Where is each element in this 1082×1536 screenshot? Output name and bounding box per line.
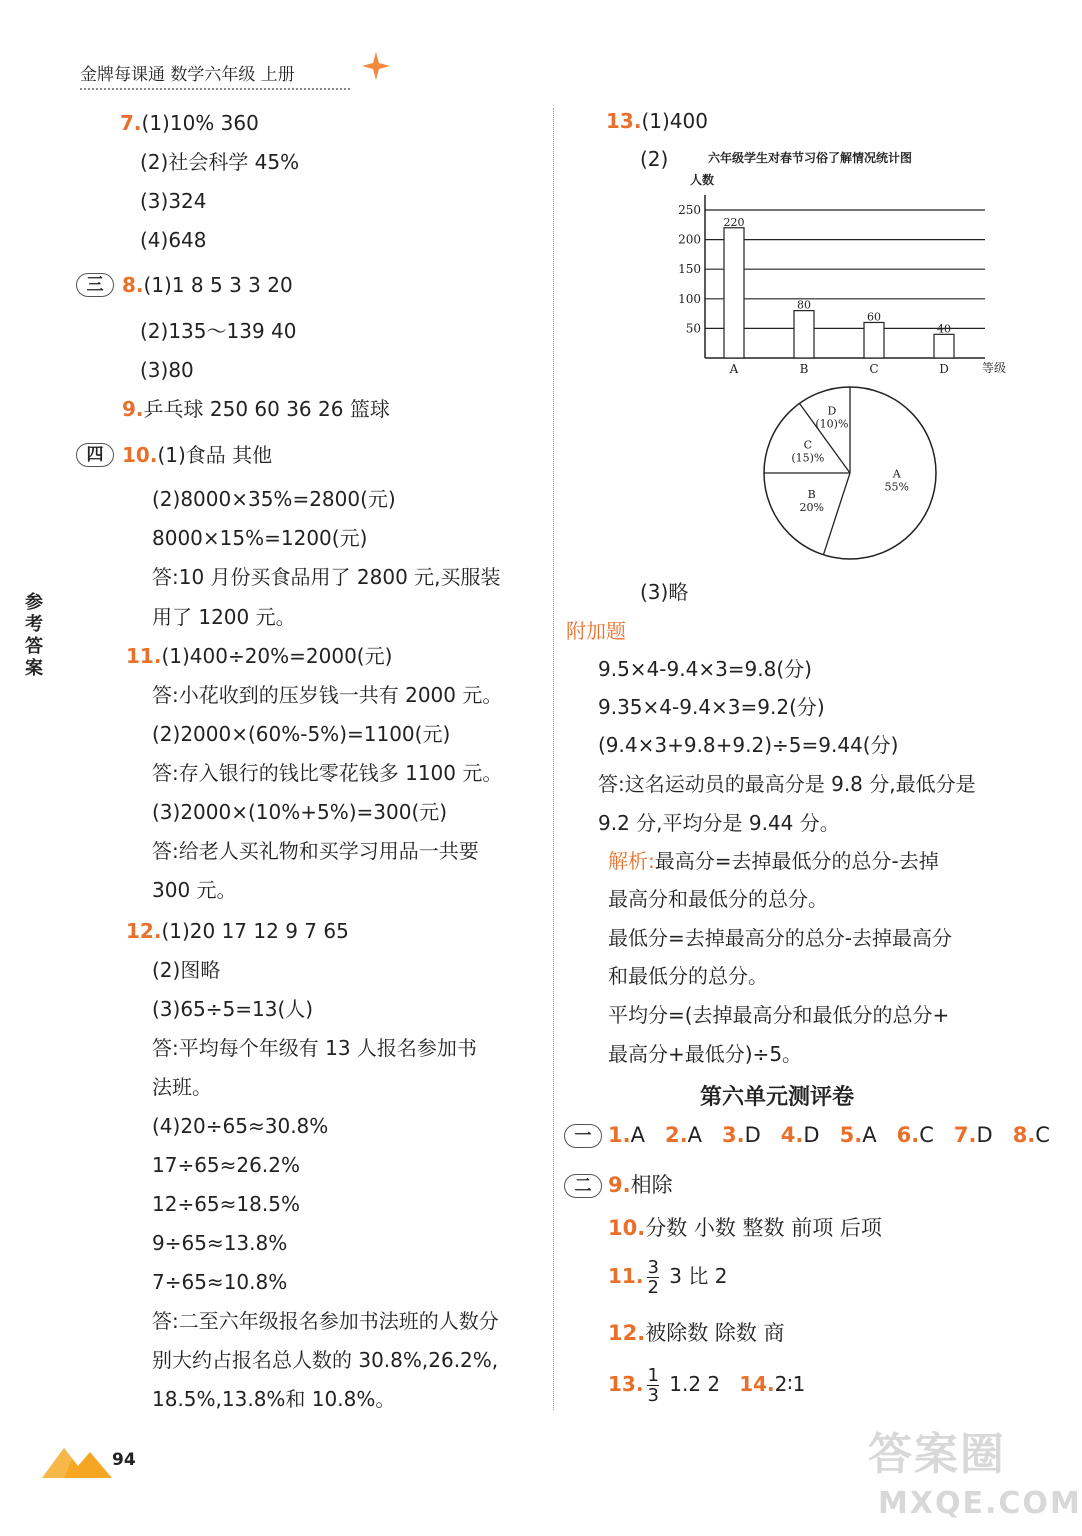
pie-chart xyxy=(755,385,945,565)
extra-line-4: 答:这名运动员的最高分是 9.8 分,最低分是 xyxy=(598,772,976,796)
q12-line-6: (4)20÷65≈30.8% xyxy=(152,1114,329,1138)
bar-value-label: 80 xyxy=(797,298,811,312)
r-q12: 12.被除数 除数 商 xyxy=(608,1321,785,1345)
bar-value-label: 60 xyxy=(867,310,881,324)
page-number: 94 xyxy=(112,1450,136,1470)
bar-value-label: 40 xyxy=(937,322,951,336)
watermark-text: 答案圈 xyxy=(868,1429,1006,1480)
pie-slice-name-A: A xyxy=(892,467,901,481)
analysis-line-5: 平均分=(去掉最高分和最低分的总分+ xyxy=(608,1003,950,1027)
bar-category-label: B xyxy=(799,362,809,376)
q12-line-7: 17÷65≈26.2% xyxy=(152,1153,300,1177)
extra-line-3: (9.4×3+9.8+9.2)÷5=9.44(分) xyxy=(598,733,899,757)
header-title: 金牌每课通 数学六年级 上册 xyxy=(80,65,295,85)
extra-title: 附加题 xyxy=(566,619,626,643)
q7-line-3: (3)324 xyxy=(140,189,207,213)
pie-slice-label-B: 20% xyxy=(799,500,824,514)
analysis-line-4: 和最低分的总分。 xyxy=(608,964,768,988)
analysis-line-6: 最高分+最低分)÷5。 xyxy=(608,1042,803,1066)
section-tag-2: 二 xyxy=(564,1174,602,1198)
q12-line-11: 答:二至六年级报名参加书法班的人数分 xyxy=(152,1309,499,1333)
q12-line-10: 7÷65≈10.8% xyxy=(152,1270,288,1294)
column-divider xyxy=(553,108,554,1410)
q12-line-1: 12.(1)20 17 12 9 7 65 xyxy=(126,919,349,943)
unit-title: 第六单元测评卷 xyxy=(700,1085,855,1110)
extra-line-1: 9.5×4-9.4×3=9.8(分) xyxy=(598,657,812,681)
extra-line-2: 9.35×4-9.4×3=9.2(分) xyxy=(598,695,825,719)
analysis-line-1: 解析:最高分=去掉最低分的总分-去掉 xyxy=(608,849,939,873)
q8-line-3: (3)80 xyxy=(140,358,194,382)
bar-chart-ytick: 100 xyxy=(678,291,701,306)
extra-line-5: 9.2 分,平均分是 9.44 分。 xyxy=(598,811,840,835)
q13-line-1: 13.(1)400 xyxy=(606,109,708,133)
q12-line-8: 12÷65≈18.5% xyxy=(152,1192,300,1216)
bar-chart-ylabel: 人数 xyxy=(690,173,715,187)
q7-line-1: 7.(1)10% 360 xyxy=(120,111,259,135)
q12-line-13: 18.5%,13.8%和 10.8%。 xyxy=(152,1387,396,1411)
watermark-url: MXQE.COM xyxy=(878,1486,1082,1521)
r-q10: 10.分数 小数 整数 前项 后项 xyxy=(608,1216,882,1240)
q11-line-6: 答:给老人买礼物和买学习用品一共要 xyxy=(152,839,479,863)
q11-line-5: (3)2000×(10%+5%)=300(元) xyxy=(152,800,448,824)
r-q13-q14: 13. $\frac{1}{3}$ 1.2 2 14.2∶1 xyxy=(608,1365,806,1406)
q11-line-4: 答:存入银行的钱比零花钱多 1100 元。 xyxy=(152,761,503,785)
mc-answers: 1.A 2.A 3.D 4.D 5.A 6.C 7.D 8.C xyxy=(608,1123,1050,1147)
q8-line-1: 8.(1)1 8 5 3 3 20 xyxy=(122,273,293,297)
q8-line-2: (2)135～139 40 xyxy=(140,319,297,343)
q13-part3: (3)略 xyxy=(640,580,689,604)
q10-line-2: (2)8000×35%=2800(元) xyxy=(152,487,396,511)
bar-chart xyxy=(660,140,1020,385)
q11-line-2: 答:小花收到的压岁钱一共有 2000 元。 xyxy=(152,683,503,707)
section-tag-3: 三 xyxy=(76,273,114,297)
fraction-3-2: $\frac{3}{2}$ xyxy=(647,1257,659,1298)
q10-line-1: 10.(1)食品 其他 xyxy=(122,443,273,467)
bar-category-label: C xyxy=(869,362,879,376)
bar-value-label: 220 xyxy=(723,215,745,229)
q10-line-3: 8000×15%=1200(元) xyxy=(152,526,368,550)
q11-line-7: 300 元。 xyxy=(152,878,237,902)
bar-B xyxy=(794,311,814,358)
pie-slice-label-A: 55% xyxy=(884,480,909,494)
bar-chart-title: 六年级学生对春节习俗了解情况统计图 xyxy=(707,151,913,165)
section-tag-1: 一 xyxy=(564,1124,602,1148)
star-icon xyxy=(358,48,394,84)
q12-line-5: 法班。 xyxy=(152,1075,212,1099)
q10-line-5: 用了 1200 元。 xyxy=(152,605,296,629)
bar-C xyxy=(864,322,884,358)
section-tag-4: 四 xyxy=(76,443,114,467)
bar-chart-ytick: 150 xyxy=(678,262,701,277)
pie-slice-name-D: D xyxy=(827,404,837,418)
q12-line-2: (2)图略 xyxy=(152,958,221,982)
fraction-1-3: $\frac{1}{3}$ xyxy=(647,1365,659,1406)
q11-line-3: (2)2000×(60%-5%)=1100(元) xyxy=(152,722,451,746)
side-label: 参考答案 xyxy=(25,592,43,679)
pie-slice-name-C: C xyxy=(803,438,813,452)
bar-category-label: D xyxy=(939,362,949,376)
analysis-line-3: 最低分=去掉最高分的总分-去掉最高分 xyxy=(608,926,952,950)
q13-part2-label: (2) xyxy=(640,147,669,171)
header-rule xyxy=(80,88,350,90)
q7-line-4: (4)648 xyxy=(140,228,207,252)
pie-slice-label-D: (10)% xyxy=(815,417,849,431)
q9-line: 9.乒乓球 250 60 36 26 篮球 xyxy=(122,397,390,421)
q7-line-2: (2)社会科学 45% xyxy=(140,150,300,174)
bar-category-label: A xyxy=(729,362,739,376)
bar-A xyxy=(724,228,744,358)
pie-slice-label-C: (15)% xyxy=(791,451,825,465)
bar-chart-ytick: 50 xyxy=(685,321,701,336)
bar-chart-ytick: 200 xyxy=(678,232,701,247)
q11-line-1: 11.(1)400÷20%=2000(元) xyxy=(126,644,393,668)
q12-line-9: 9÷65≈13.8% xyxy=(152,1231,288,1255)
mountain-logo-icon xyxy=(42,1440,114,1480)
bar-D xyxy=(934,334,954,358)
q10-line-4: 答:10 月份买食品用了 2800 元,买服装 xyxy=(152,565,501,589)
q12-line-12: 别大约占报名总人数的 30.8%,26.2%, xyxy=(152,1348,499,1372)
bar-chart-ytick: 250 xyxy=(678,203,701,217)
q12-line-3: (3)65÷5=13(人) xyxy=(152,997,314,1021)
pie-slice-name-B: B xyxy=(807,487,816,501)
q12-line-4: 答:平均每个年级有 13 人报名参加书 xyxy=(152,1036,477,1060)
r-q11: 11. $\frac{3}{2}$ 3 比 2 xyxy=(608,1257,728,1298)
bar-chart-xlabel: 等级 xyxy=(982,361,1007,375)
r-q9: 9.相除 xyxy=(608,1173,673,1197)
analysis-line-2: 最高分和最低分的总分。 xyxy=(608,887,828,911)
